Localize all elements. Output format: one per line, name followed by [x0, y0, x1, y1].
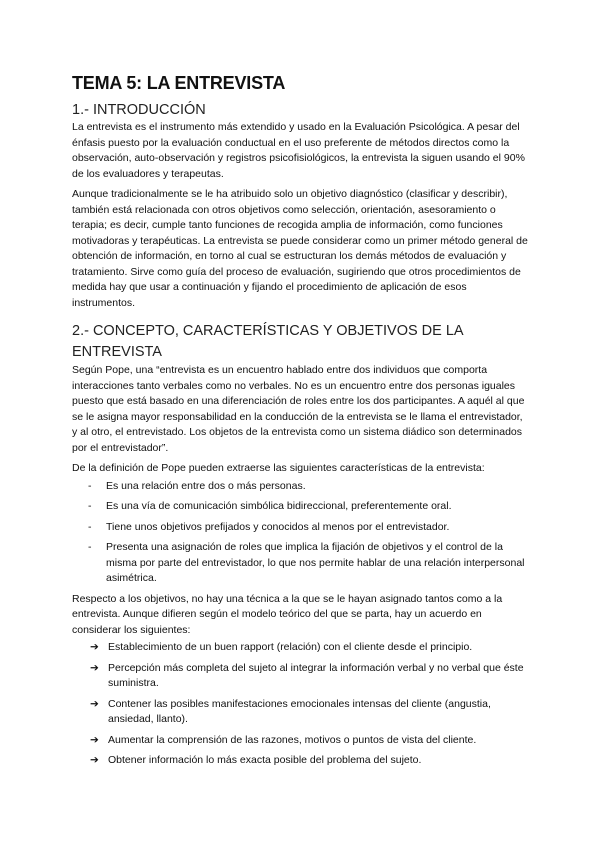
- dash-marker: -: [88, 479, 92, 492]
- section-1-paragraph-1: La entrevista es el instrumento más extendido y usado en la Evaluación Psicológica. A pesar del énfasis puesto por la evaluación conductual en el uso preferente de métodos directos como la observación, auto-observación y registros psicofisiológicos, la entrevista la siguen usando el 90% de los evaluadores y terapeutas.: [72, 121, 525, 180]
- list-item-text: Presenta una asignación de roles que implica la fijación de objetivos y el control de la misma por parte del entrevistador, lo que nos permite hablar de una relación interpersonal asimétrica.: [106, 541, 525, 584]
- arrow-icon: ➔: [90, 661, 99, 674]
- list-item: [72, 640, 530, 656]
- list-item: [72, 499, 530, 515]
- list-item-text: Aumentar la comprensión de las razones, motivos o puntos de vista del cliente.: [108, 733, 477, 746]
- list-item-text: Contener las posibles manifestaciones emocionales intensas del cliente (angustia, ansiedad, llanto).: [108, 697, 491, 725]
- arrow-icon: ➔: [90, 733, 99, 746]
- arrow-icon: ➔: [90, 697, 99, 710]
- document-page: [72, 72, 530, 774]
- dash-marker: -: [88, 500, 92, 512]
- list-item-text: Establecimiento de un buen rapport (relación) con el cliente desde el principio.: [108, 641, 473, 653]
- section-2-paragraph-3: Respecto a los objetivos, no hay una técnica a la que se le hayan asignado tantos como a la entrevista. Aunque difieren según el modelo teórico del que se parta, hay un acuerdo en considerar los siguientes:: [72, 592, 503, 636]
- list-item-text: Obtener información lo más exacta posible del problema del sujeto.: [108, 754, 422, 766]
- section-1-paragraph-2: Aunque tradicionalmente se le ha atribuido solo un objetivo diagnóstico (clasificar y describir), también está relacionada con otros objetivos como selección, orientación, asesoramiento o terapia; es decir, cumple tanto funciones de recogida amplia de información, como funciones motivadoras y terapéuticas. La entrevista se puede considerar como un primer método general de obtención de información, en torno al cual se estructuran los demás métodos de evaluación y tratamiento. Sirve como guía del proceso de evaluación, sugiriendo que otros procedimientos de medida hay que usar a continuación y fijando el procedimiento de aplicación de esos instrumentos.: [72, 188, 528, 309]
- list-item: [72, 753, 530, 769]
- list-item: [72, 697, 530, 728]
- arrow-icon: ➔: [90, 754, 99, 766]
- section-2-paragraph-1: Según Pope, una “entrevista es un encuentro hablado entre dos individuos que comporta interacciones tanto verbales como no verbales. No es un encuentro entre dos personas iguales puesto que está basado en una diferenciación de roles entre los dos participantes. A aquél al que se le asigna mayor responsabilidad en la conducción de la entrevista se le llama el entrevistador, y al otro, el entrevistado. Los objetos de la entrevista como un sistema diádico son determinados por el entrevistador”.: [72, 364, 525, 454]
- list-item-text: Percepción más completa del sujeto al integrar la información verbal y no verbal que éste suministra.: [108, 661, 524, 689]
- document-title: TEMA 5: LA ENTREVISTA: [72, 73, 286, 93]
- characteristics-list: [72, 479, 530, 587]
- list-item-text: Tiene unos objetivos prefijados y conocidos al menos por el entrevistador.: [106, 520, 450, 533]
- list-item: [72, 540, 530, 587]
- list-item: [72, 661, 530, 692]
- section-2-paragraph-2: De la definición de Pope pueden extraerse las siguientes características de la entrevista:: [72, 462, 485, 474]
- dash-marker: -: [88, 520, 92, 533]
- list-item: [72, 520, 530, 536]
- list-item-text: Es una vía de comunicación simbólica bidireccional, preferentemente oral.: [106, 500, 452, 512]
- dash-marker: -: [88, 541, 92, 553]
- list-item: [72, 479, 530, 495]
- section-2-heading: 2.- CONCEPTO, CARACTERÍSTICAS Y OBJETIVOS DE LA ENTREVISTA: [72, 323, 463, 360]
- objectives-list: [72, 640, 530, 769]
- arrow-icon: ➔: [90, 641, 99, 653]
- section-1-heading: 1.- INTRODUCCIÓN: [72, 102, 206, 118]
- list-item: [72, 733, 530, 749]
- list-item-text: Es una relación entre dos o más personas.: [106, 479, 306, 492]
